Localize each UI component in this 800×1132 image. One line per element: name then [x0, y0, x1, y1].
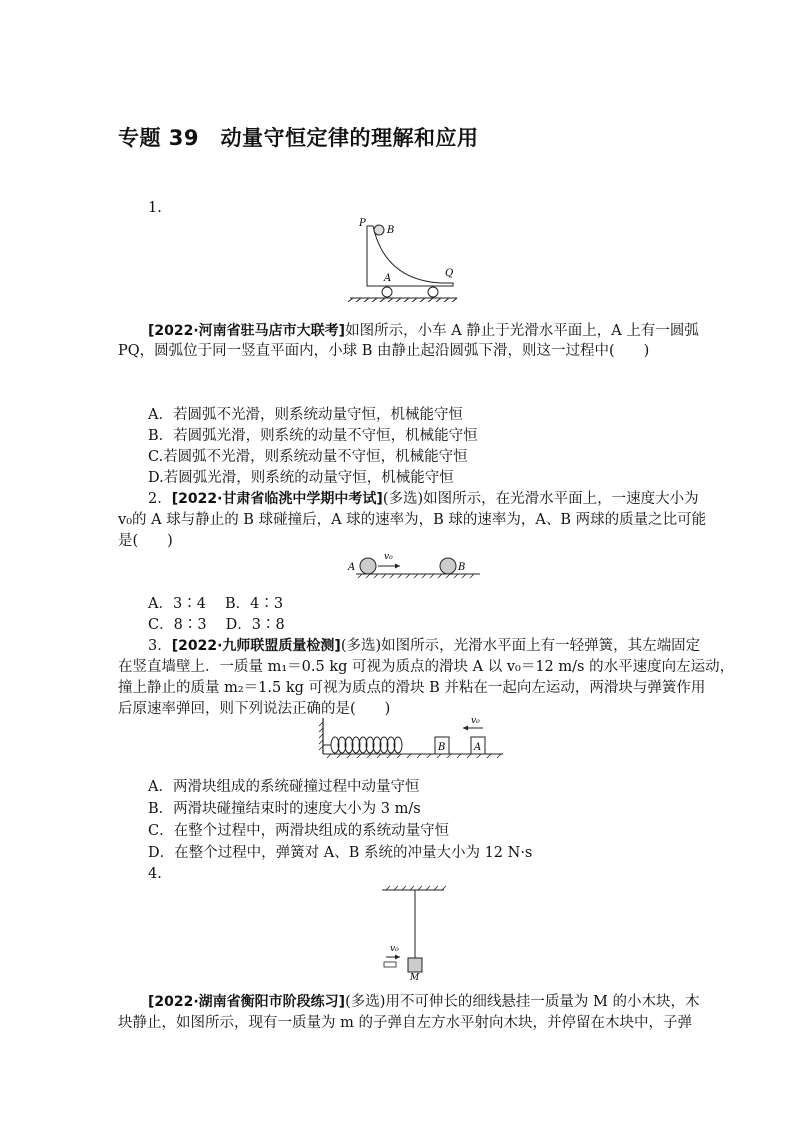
- question-4-line-2: 块静止，如图所示，现有一质量为 m 的子弹自左方水平射向木块，并停留在木块中，子弹: [118, 1015, 692, 1031]
- question-3-line-4: 后原速率弹回，则下列说法正确的是( ): [118, 701, 391, 717]
- question-4-number: 4.: [148, 866, 162, 882]
- label-v0: v₀: [384, 552, 393, 562]
- question-2-source: [2022·甘肃省临洮中学期中考试]: [171, 491, 383, 507]
- label-B: B: [387, 225, 395, 236]
- question-1-source: [2022·河南省驻马店市大联考]: [148, 323, 346, 339]
- question-1-option-d: D.若圆弧光滑，则系统的动量守恒，机械能守恒: [148, 470, 454, 486]
- question-3-line-3: 撞上静止的质量 m₂＝1.5 kg 可视为质点的滑块 B 并粘在一起向左运动，两滑块与弹簧作用: [118, 680, 706, 696]
- label-A: A: [384, 273, 392, 284]
- question-3-line-2: 在竖直墙壁上．一质量 m₁＝0.5 kg 可视为质点的滑块 A 以 v₀＝12 m/s 的水平速度向左运动，: [118, 659, 735, 675]
- question-1-line-1: [2022·河南省驻马店市大联考]如图所示，小车 A 静止于光滑水平面上，A 上有一圆弧: [148, 323, 699, 339]
- label-P: P: [359, 218, 366, 229]
- label-v0: v₀: [471, 716, 480, 726]
- question-2-line-2: v₀的 A 球与静止的 B 球碰撞后，A 球的速率为，B 球的速率为，A、B 两球的质量之比可能: [118, 512, 707, 528]
- question-2-line-3: 是( ): [118, 533, 173, 549]
- question-3-option-d: D．在整个过程中，弹簧对 A、B 系统的冲量大小为 12 N·s: [148, 845, 533, 861]
- question-4-source: [2022·湖南省衡阳市阶段练习]: [148, 994, 346, 1010]
- label-v0: v₀: [390, 944, 399, 954]
- figure-two-balls: [346, 550, 482, 584]
- question-2-options-cd: C．8∶3 D．3∶8: [148, 617, 285, 633]
- question-1-option-a: A．若圆弧不光滑，则系统动量守恒，机械能守恒: [148, 407, 463, 423]
- question-3-option-c: C．在整个过程中，两滑块组成的系统动量守恒: [148, 823, 450, 839]
- label-Q: Q: [445, 268, 454, 279]
- label-A: A: [348, 562, 356, 573]
- question-2-line-1: 2．[2022·甘肃省临洮中学期中考试](多选)如图所示，在光滑水平面上，一速度大小为: [148, 491, 699, 507]
- question-1-option-b: B．若圆弧光滑，则系统的动量不守恒，机械能守恒: [148, 428, 478, 444]
- question-2-options-ab: A．3∶4 B．4∶3: [148, 596, 284, 612]
- figure-pendulum-block: [378, 884, 448, 984]
- question-4-line-1: [2022·湖南省衡阳市阶段练习](多选)用不可伸长的细线悬挂一质量为 M 的小木块，木: [148, 994, 700, 1010]
- page-title: 专题 39 动量守恒定律的理解和应用: [118, 126, 479, 150]
- question-1-number: 1.: [148, 200, 162, 216]
- question-1-option-c: C.若圆弧不光滑，则系统动量不守恒，机械能守恒: [148, 449, 468, 465]
- label-B: B: [458, 562, 466, 573]
- question-3-line-1: 3．[2022·九师联盟质量检测](多选)如图所示，光滑水平面上有一轻弹簧，其左端固定: [148, 638, 701, 654]
- question-1-line-2: PQ，圆弧位于同一竖直平面内，小球 B 由静止起沿圆弧下滑，则这一过程中( ): [118, 343, 650, 359]
- question-3-option-a: A．两滑块组成的系统碰撞过程中动量守恒: [148, 779, 420, 795]
- figure-cart-arc: [345, 214, 460, 306]
- question-3-option-b: B．两滑块碰撞结束时的速度大小为 3 m/s: [148, 801, 421, 817]
- figure-spring-blocks: [315, 714, 505, 764]
- label-B: B: [438, 742, 446, 753]
- label-A: A: [474, 742, 482, 753]
- question-3-source: [2022·九师联盟质量检测]: [171, 638, 341, 654]
- label-M: M: [410, 973, 420, 980]
